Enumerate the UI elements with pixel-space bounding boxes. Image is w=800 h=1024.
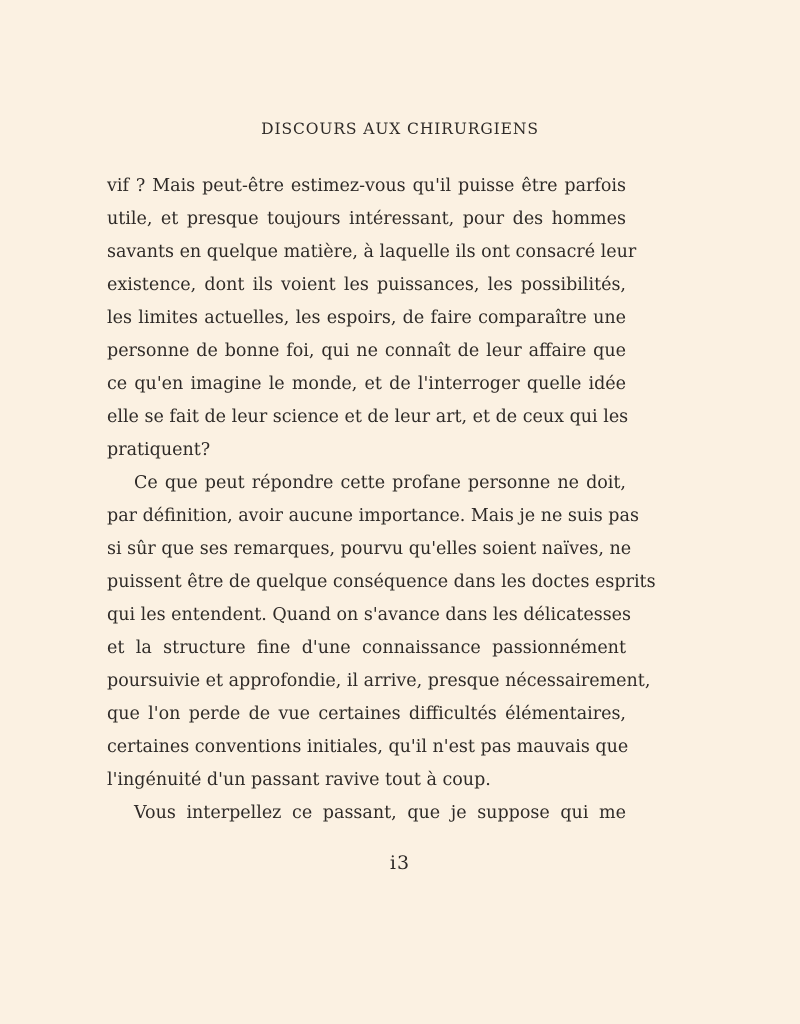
page-number: i3 [389, 852, 411, 874]
text-line: utile, et presque toujours intéressant, pour des hommes [107, 209, 626, 229]
text-line: ce qu'en imagine le monde, et de l'interroger quelle idée [107, 374, 626, 394]
text-line: vif ? Mais peut-être estimez-vous qu'il puisse être parfois [107, 176, 626, 196]
text-line: savants en quelque matière, à laquelle ils ont consacré leur [107, 242, 637, 262]
text-line: personne de bonne foi, qui ne connaît de leur affaire que [107, 341, 626, 361]
body-text [107, 170, 656, 830]
text-line: les limites actuelles, les espoirs, de faire comparaître une [107, 308, 626, 328]
text-line: l'ingénuité d'un passant ravive tout à coup. [107, 770, 491, 790]
text-line: par définition, avoir aucune importance. Mais je ne suis pas [107, 506, 639, 526]
text-line: que l'on perde de vue certaines difficultés élémentaires, [107, 704, 626, 724]
text-line: puissent être de quelque conséquence dans les doctes esprits [107, 572, 656, 592]
text-line: pratiquent? [107, 440, 211, 460]
text-line: et la structure fine d'une connaissance passionnément [107, 638, 626, 658]
text-line: elle se fait de leur science et de leur art, et de ceux qui les [107, 407, 629, 427]
text-line: existence, dont ils voient les puissances, les possibilités, [107, 275, 626, 295]
text-line: poursuivie et approfondie, il arrive, presque nécessairement, [107, 671, 651, 691]
text-line: Ce que peut répondre cette profane personne ne doit, [134, 473, 626, 493]
text-line: Vous interpellez ce passant, que je suppose qui me [134, 803, 626, 823]
running-head: DISCOURS AUX CHIRURGIENS [261, 120, 539, 138]
text-line: qui les entendent. Quand on s'avance dans les délicatesses [107, 605, 632, 625]
text-line: certaines conventions initiales, qu'il n'est pas mauvais que [107, 737, 629, 757]
text-line: si sûr que ses remarques, pourvu qu'elles soient naïves, ne [107, 539, 632, 559]
